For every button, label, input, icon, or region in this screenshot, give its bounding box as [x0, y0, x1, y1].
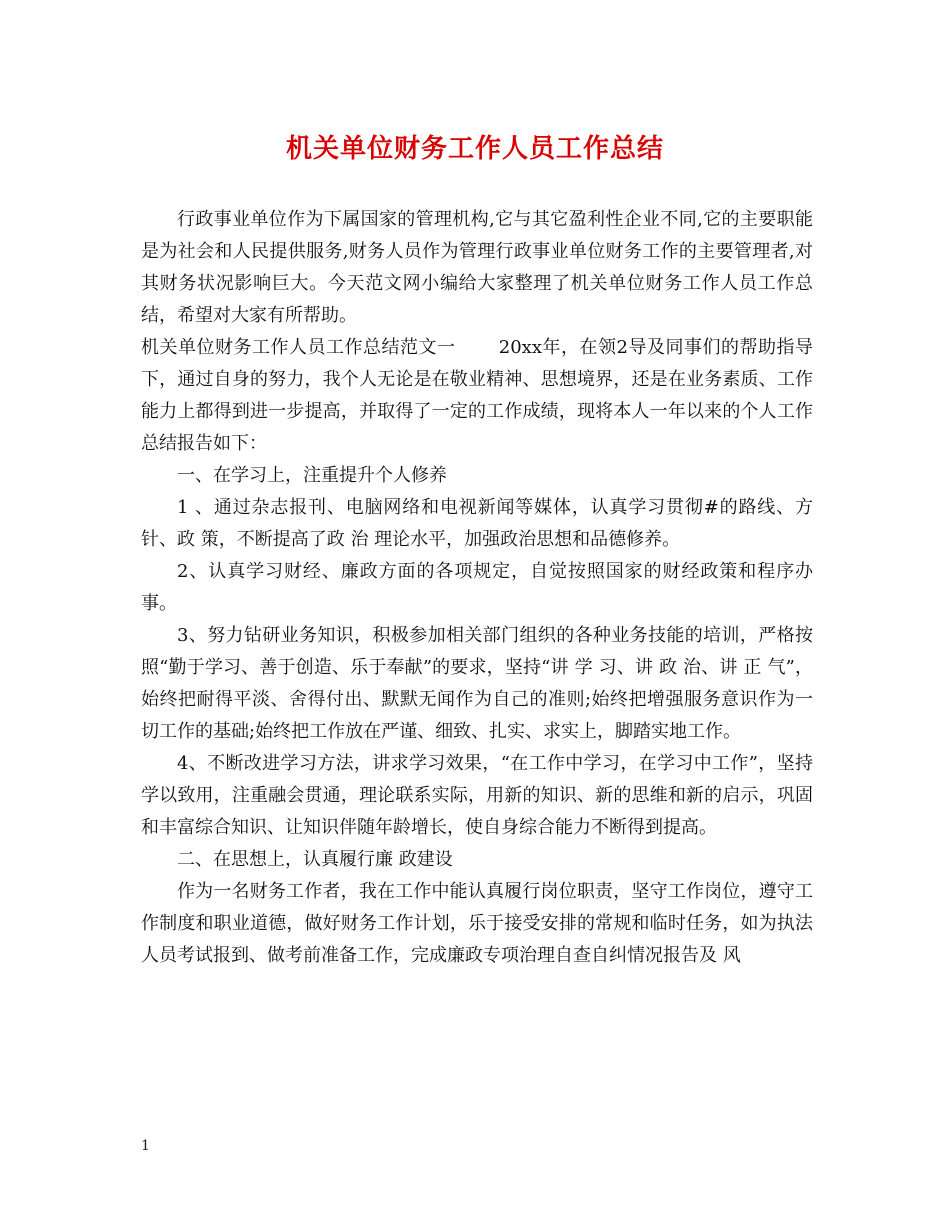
section-heading-thought: 二、在思想上，认真履行廉 政建设 [177, 849, 453, 870]
paragraph-item-2: 2、认真学习财经、廉政方面的各项规定，自觉按照国家的财经政策和程序办事。 [141, 561, 813, 614]
paragraph-duty: 作为一名财务工作者，我在工作中能认真履行岗位职责，坚守工作岗位，遵守工作制度和职业道德，做好财务工作计划，乐于接受安排的常规和临时任务，如为执法人员考试报到、做考前准备工作，完成廉政专项治理自查自纠情况报告及 风 [141, 881, 813, 966]
paragraph-item-3: 3、努力钻研业务知识，积极参加相关部门组织的各种业务技能的培训，严格按照“勤于学习、善于创造、乐于奉献”的要求，坚持“讲 学 习、讲 政 治、讲 正 气”，始终把耐得平淡、舍得付出、默默无闻作为自己的准则;始终把增强服务意识作为一切工作的基础;始终把工作放在严谨、细致、扎实、求实上，脚踏实地工作。 [141, 625, 813, 742]
document-title: 机关单位财务工作人员工作总结 [285, 134, 664, 164]
paragraph-item-4: 4、不断改进学习方法，讲求学习效果，“在工作中学习，在学习中工作”，坚持学以致用，注重融会贯通，理论联系实际，用新的知识、新的思维和新的启示，巩固和丰富综合知识、让知识伴随年龄增长，使自身综合能力不断得到提高。 [141, 753, 813, 838]
paragraph-item-1: 1 、通过杂志报刊、电脑网络和电视新闻等媒体，认真学习贯彻#的路线、方针、政 策，不断提高了政 治 理论水平，加强政治思想和品德修养。 [141, 497, 813, 550]
page-number: 1 [141, 1138, 150, 1154]
section-heading-study: 一、在学习上，注重提升个人修养 [177, 465, 447, 486]
paragraph-sample-heading: 机关单位财务工作人员工作总结范文一 20xx年，在领2导及同事们的帮助指导下，通过自身的努力，我个人无论是在敬业精神、思想境界，还是在业务素质、工作能力上都得到进一步提高，并取得了一定的工作成绩，现将本人一年以来的个人工作总结报告如下： [141, 337, 813, 454]
document-body [141, 204, 813, 972]
paragraph-intro: 行政事业单位作为下属国家的管理机构,它与其它盈利性企业不同,它的主要职能是为社会和人民提供服务,财务人员作为管理行政事业单位财务工作的主要管理者,对其财务状况影响巨大。今天范文网小编给大家整理了机关单位财务工作人员工作总结，希望对大家有所帮助。 [141, 209, 813, 326]
